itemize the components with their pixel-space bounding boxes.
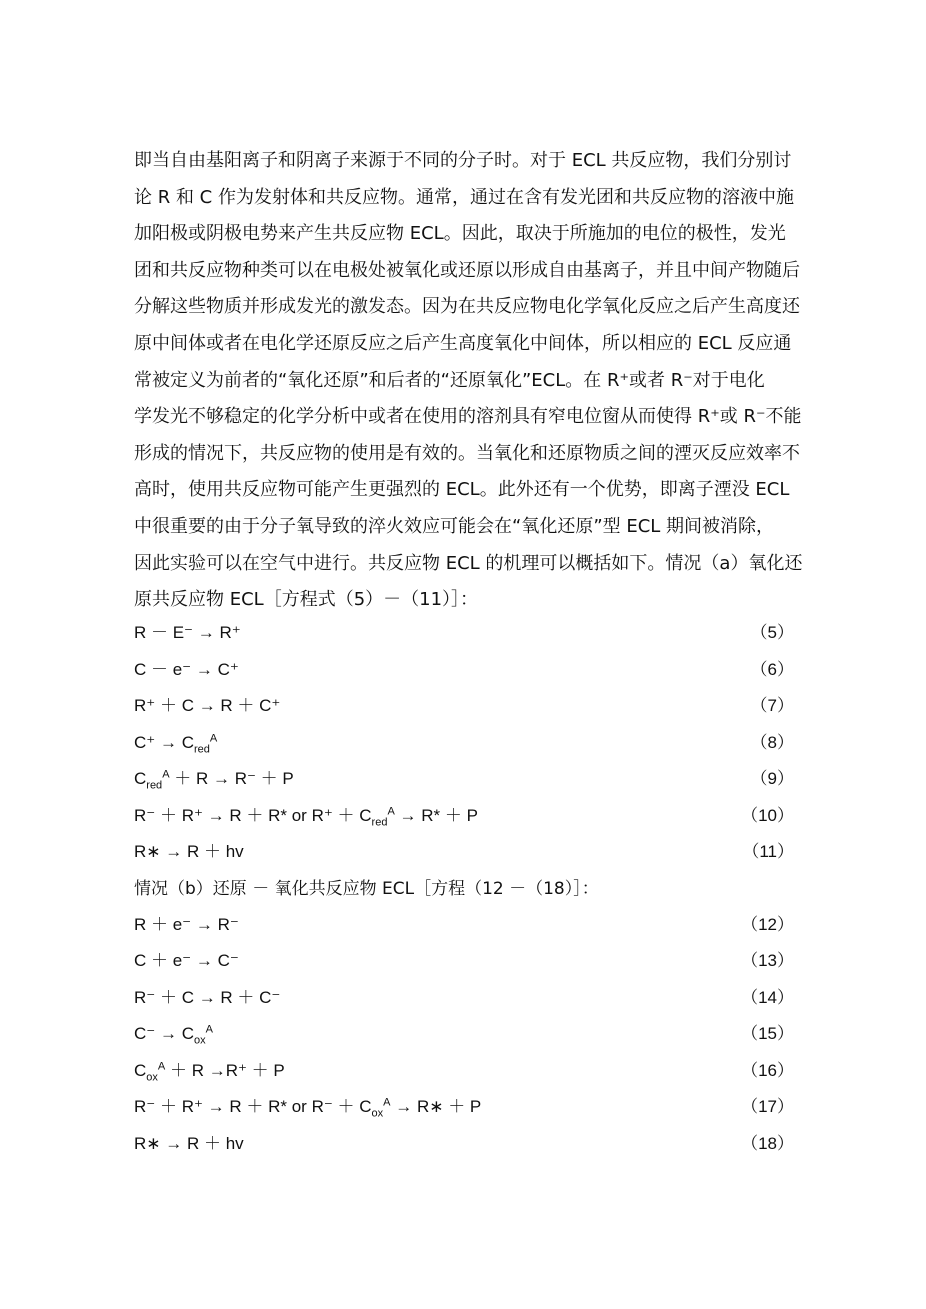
equation-row [134, 983, 794, 1013]
equation-number: （18） [741, 1134, 794, 1153]
equation-number: （10） [741, 806, 794, 825]
paragraph-line: 团和共反应物种类可以在电极处被氧化或还原以形成自由基离子，并且中间产物随后 [134, 259, 800, 281]
paragraph-line: 原中间体或者在电化学还原反应之后产生高度氧化中间体，所以相应的 ECL 反应通 [134, 332, 792, 354]
paragraph-line: 学发光不够稳定的化学分析中或者在使用的溶剂具有窄电位窗从而使得 R⁺或 R⁻不能 [134, 406, 802, 428]
equation-row [134, 910, 794, 940]
equation-number: （16） [741, 1061, 794, 1080]
equation-number: （13） [741, 951, 794, 970]
paragraph-line: 原共反应物 ECL［方程式（5）－（11）］： [134, 589, 479, 611]
equation-number: （7） [750, 696, 794, 715]
equation-formula: C － e⁻ → C⁺ [134, 660, 239, 679]
equation-number: （5） [750, 623, 794, 642]
equation-row [134, 946, 794, 976]
equation-formula: R⁻ ＋ C → R ＋ C⁻ [134, 988, 281, 1007]
equation-number: （8） [750, 733, 794, 752]
equation-formula: R⁻ ＋ R⁺ → R ＋ R* or $R^+ + C_{red}^A \to R* + P$ [134, 805, 478, 829]
equation-row [134, 764, 794, 794]
paragraph-line: 因此实验可以在空气中进行。共反应物 ECL 的机理可以概括如下。情况（a）氧化还 [134, 552, 803, 574]
equation-formula: R∗ → R ＋ hv [134, 1134, 244, 1153]
equation-number: （6） [750, 660, 794, 679]
equation-row [134, 1129, 794, 1159]
equation-number: （12） [741, 915, 794, 934]
equation-row [134, 837, 794, 867]
equation-row [134, 801, 794, 831]
paragraph-line: 即当自由基阳离子和阴离子来源于不同的分子时。对于 ECL 共反应物，我们分别讨 [134, 150, 792, 171]
paragraph-line: 论 R 和 C 作为发射体和共反应物。通常，通过在含有发光团和共反应物的溶液中施 [134, 186, 794, 208]
equation-number: （14） [741, 988, 794, 1007]
equation-number: （15） [741, 1024, 794, 1043]
equation-formula: R⁻ ＋ R⁺ → R ＋ R* or $R^- + C_{ox}^A$ → R∗ ＋ P [134, 1096, 482, 1120]
body-paragraph [134, 143, 818, 619]
paragraph-line: 分解这些物质并形成发光的激发态。因为在共反应物电化学氧化反应之后产生高度还 [134, 296, 800, 318]
paragraph-line: 加阳极或阴极电势来产生共反应物 ECL。因此，取决于所施加的电位的极性，发光 [134, 223, 786, 245]
equation-number: （9） [750, 769, 794, 788]
equation-formula: R∗ → R ＋ hv [134, 842, 244, 861]
equation-formula: R⁺ ＋ C → R ＋ C⁺ [134, 696, 281, 715]
equation-row [134, 728, 794, 758]
equation-formula: R － E⁻ → R⁺ [134, 623, 241, 642]
case-b-heading: 情况（b）还原 － 氧化共反应物 ECL［方程（12 －（18）］： [134, 879, 599, 899]
equation-formula: $C^+ \to C_{red}^A$ [134, 732, 218, 756]
equation-formula: C ＋ e⁻ → C⁻ [134, 951, 239, 970]
equation-number: （17） [741, 1097, 794, 1116]
paragraph-line: 中很重要的由于分子氧导致的淬火效应可能会在“氧化还原”型 ECL 期间被消除， [134, 515, 775, 537]
equation-row [134, 1019, 794, 1049]
paragraph-line: 形成的情况下，共反应物的使用是有效的。当氧化和还原物质之间的湮灭反应效率不 [134, 442, 800, 464]
equation-row [134, 655, 794, 685]
equation-row [134, 1056, 794, 1086]
equation-formula: $C^- \to C_{ox}^A$ [134, 1023, 213, 1047]
paragraph-line: 高时，使用共反应物可能产生更强烈的 ECL。此外还有一个优势，即离子湮没 ECL [134, 479, 790, 501]
equation-row [134, 691, 794, 721]
equation-row [134, 1092, 794, 1122]
equation-formula: $C_{red}^A + R \to R^- + P$ [134, 768, 294, 792]
equation-formula: $C_{ox}^A + R \to R^+ + P$ [134, 1060, 285, 1084]
equation-number: （11） [742, 842, 794, 861]
paragraph-line: 常被定义为前者的“氧化还原”和后者的“还原氧化”ECL。在 R⁺或者 R⁻对于电化 [134, 369, 765, 391]
equation-row [134, 618, 794, 648]
equation-formula: R ＋ e⁻ → R⁻ [134, 915, 239, 934]
